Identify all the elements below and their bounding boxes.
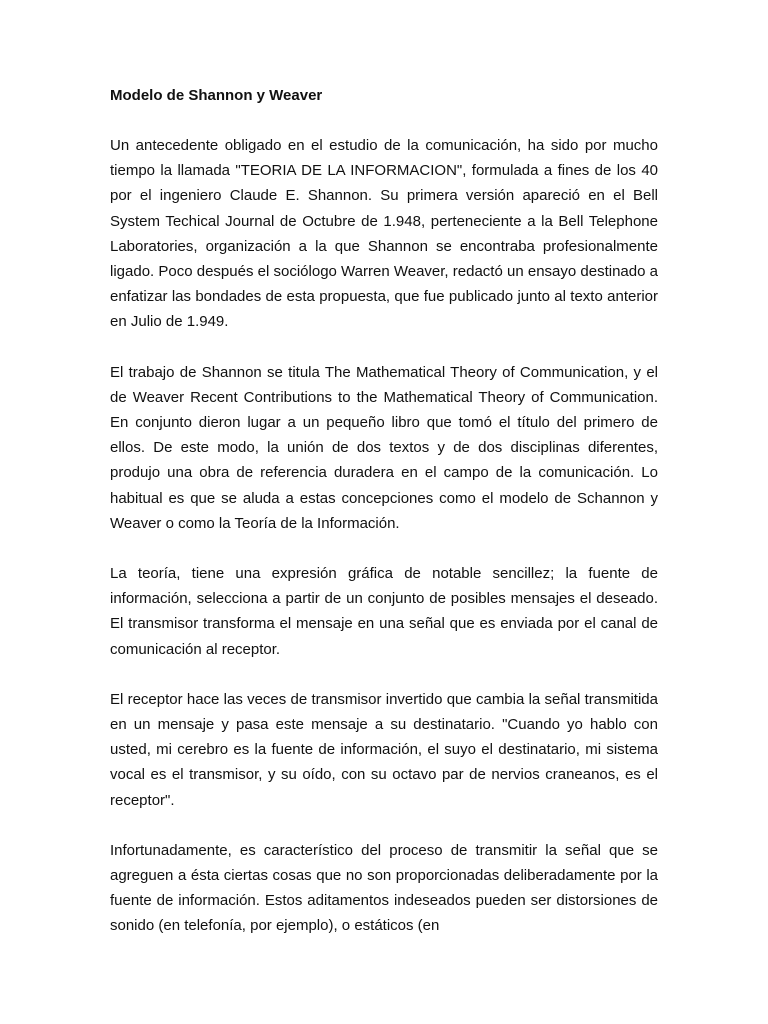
- paragraph-5: Infortunadamente, es característico del proceso de transmitir la señal que se agreguen a ésta ciertas cosas que no son proporcionadas deliberadamente por la fuente de información. Estos aditamentos indeseados pueden ser distorsiones de sonido (en telefonía, por ejemplo), o estáticos (en: [110, 841, 658, 935]
- paragraph-4: El receptor hace las veces de transmisor invertido que cambia la señal transmitida en un mensaje y pasa este mensaje a su destinatario. "Cuando yo hablo con usted, mi cerebro es la fuente de información, el suyo el destinatario, mi sistema vocal es el transmisor, y su oído, con su octavo par de nervios craneanos, es el receptor".: [110, 690, 658, 809]
- paragraph-2: El trabajo de Shannon se titula The Mathematical Theory of Communication, y el de Weaver Recent Contributions to the Mathematical Theory of Communication. En conjunto dieron lugar a un pequeño libro que tomó el título del primero de ellos. De este modo, la unión de dos textos y de dos disciplinas diferentes, produjo una obra de referencia duradera en el campo de la comunicación. Lo habitual es que se aluda a estas concepciones como el modelo de Schannon y Weaver o como la Teoría de la Información.: [110, 363, 658, 532]
- paragraph-3: La teoría, tiene una expresión gráfica de notable sencillez; la fuente de información, selecciona a partir de un conjunto de posibles mensajes el deseado. El transmisor transforma el mensaje en una señal que es enviada por el canal de comunicación al receptor.: [110, 565, 658, 658]
- paragraph-1: Un antecedente obligado en el estudio de la comunicación, ha sido por mucho tiempo la llamada "TEORIA DE LA INFORMACION", formulada a fines de los 40 por el ingeniero Claude E. Shannon. Su primera versión apareció en el Bell System Techical Journal de Octubre de 1.948, perteneciente a la Bell Telephone Laboratories, organización a la que Shannon se encontraba profesionalmente ligado. Poco después el sociólogo Warren Weaver, redactó un ensayo destinado a enfatizar las bondades de esta propuesta, que fue publicado junto al texto anterior en Julio de 1.949.: [110, 137, 658, 331]
- document-title: Modelo de Shannon y Weaver: [110, 87, 323, 104]
- document-body: [110, 83, 658, 964]
